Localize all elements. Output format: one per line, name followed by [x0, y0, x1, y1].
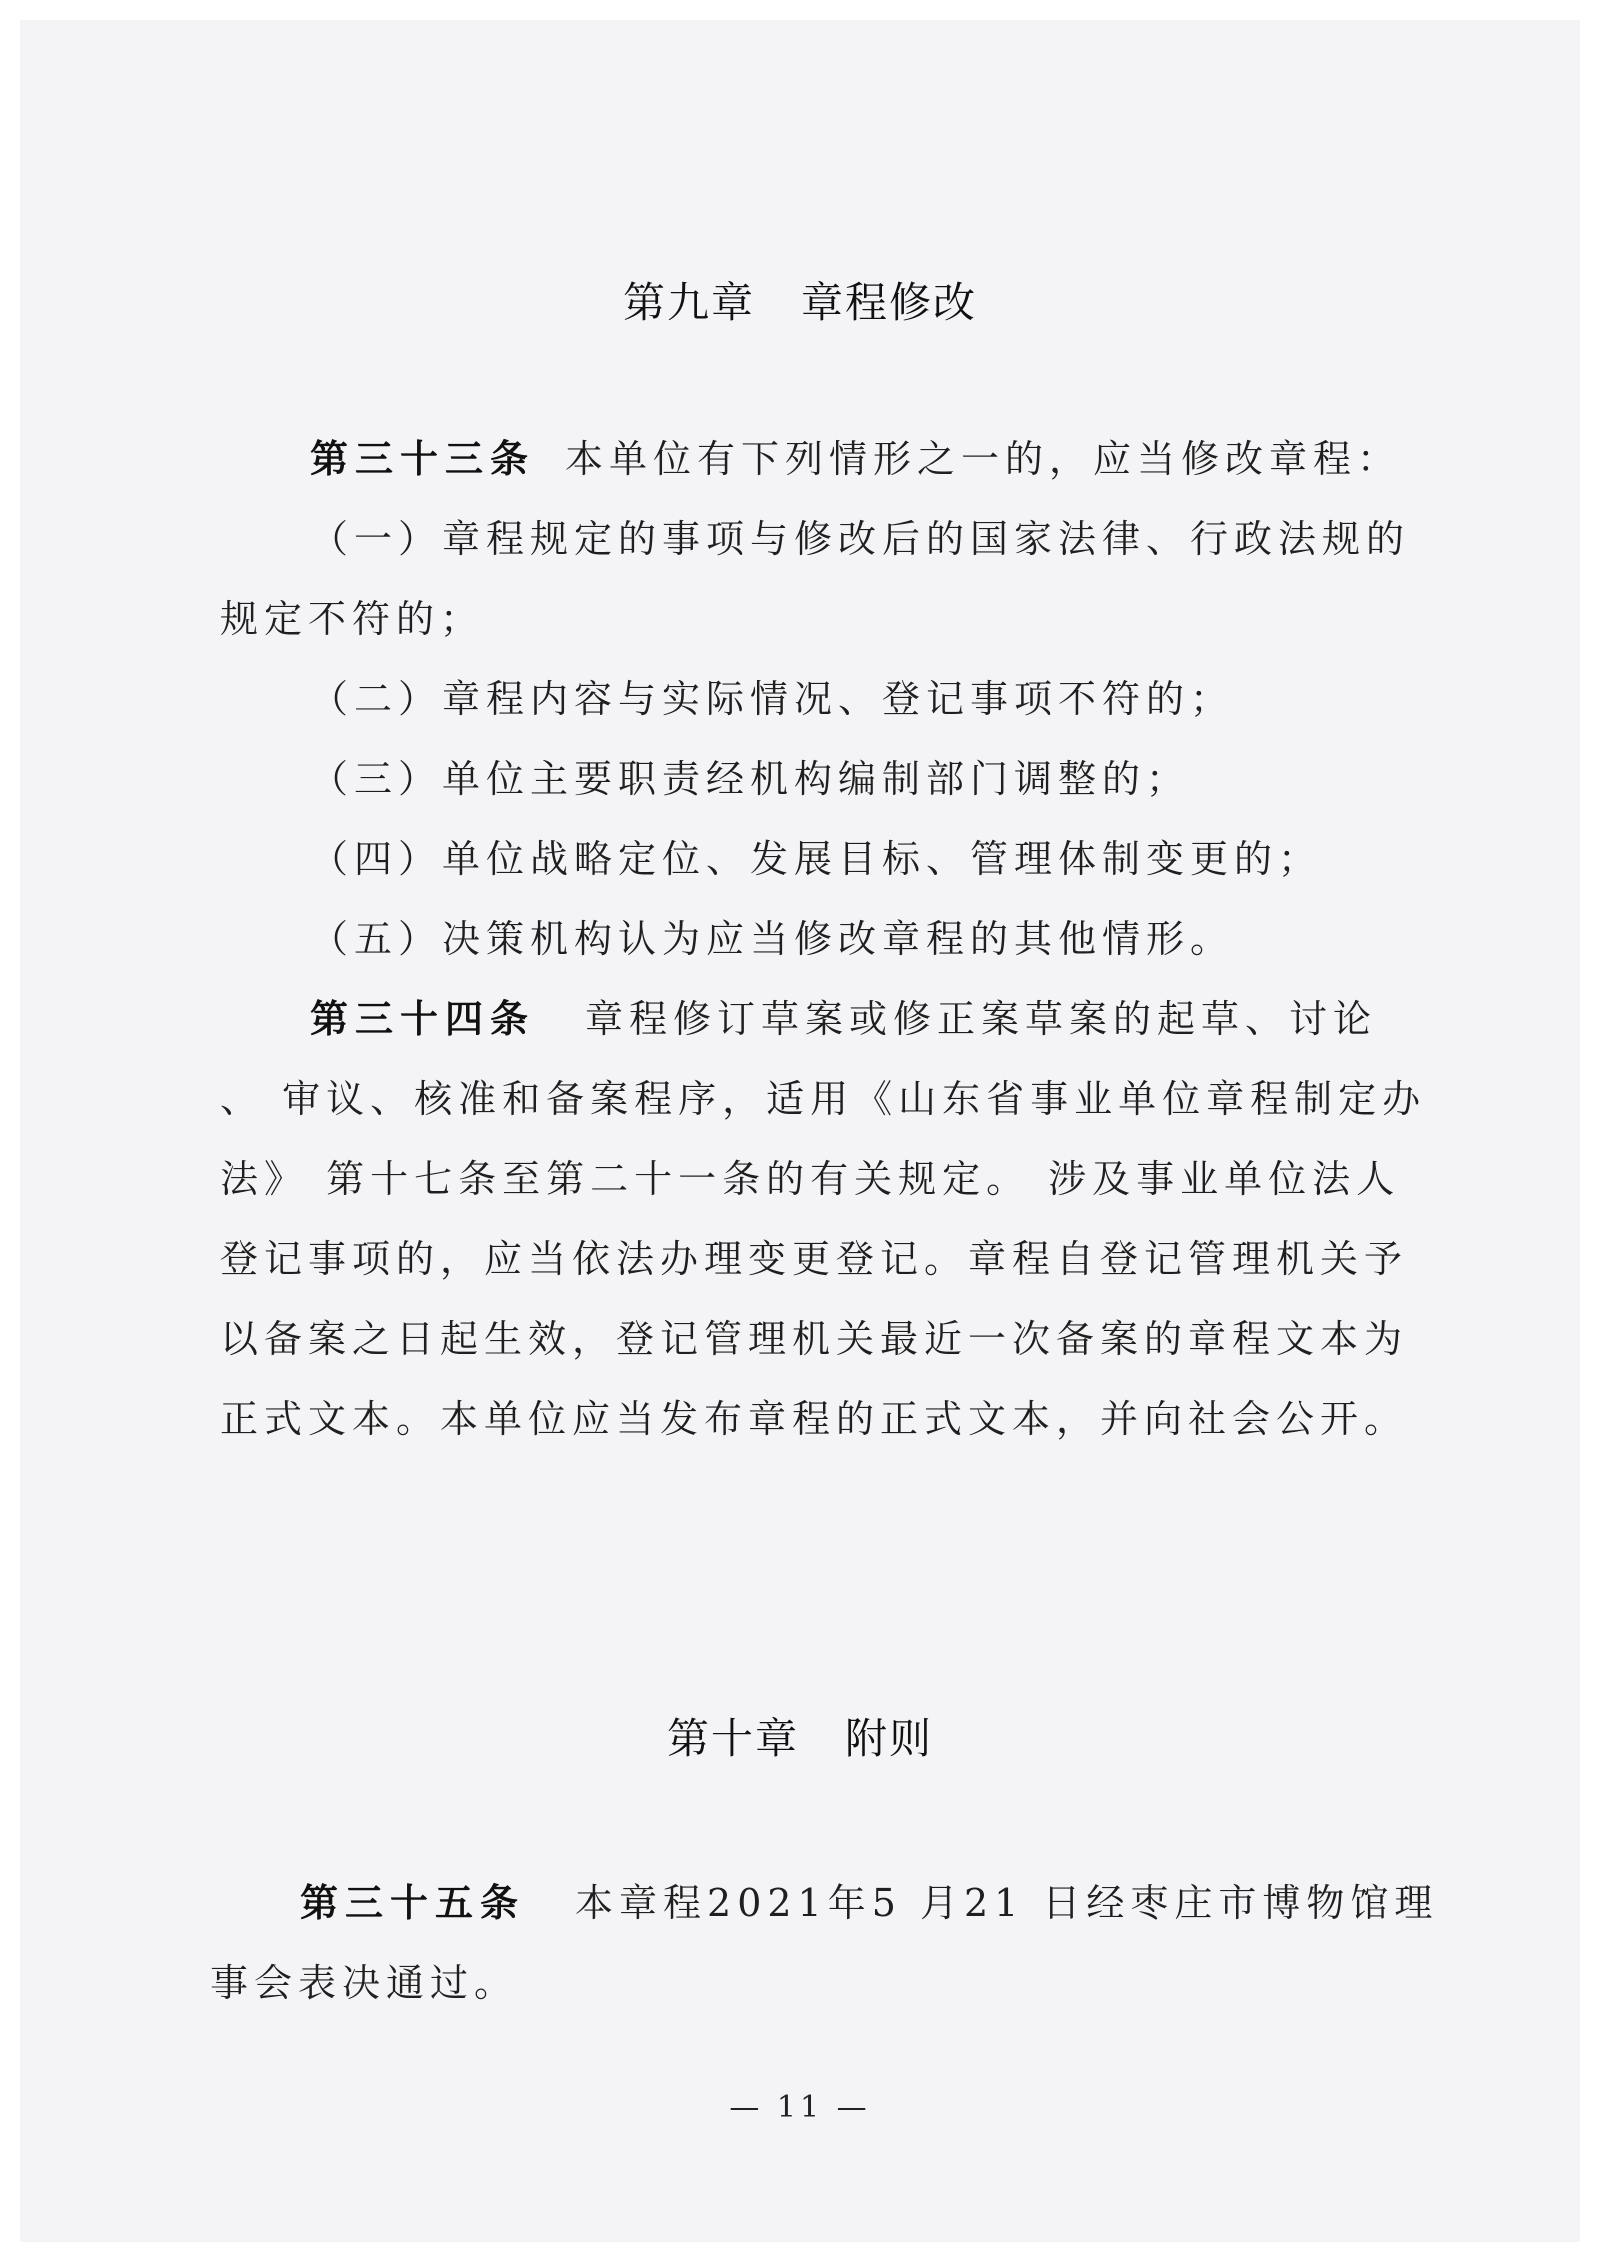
- chapter-10-number: 第十章: [666, 1714, 799, 1763]
- article-34-line-6: 正式文本。本单位应当发布章程的正式文本，并向社会公开。: [220, 1397, 1409, 1441]
- article-33-item-1: （一）章程规定的事项与修改后的国家法律、行政法规的: [310, 517, 1411, 561]
- article-33-item-1-cont: 规定不符的；: [220, 597, 485, 641]
- chapter-10-heading: [0, 1706, 1600, 1766]
- article-33-item-3: （三）单位主要职责经机构编制部门调整的；: [310, 757, 1191, 801]
- article-33-item-4: （四）单位战略定位、发展目标、管理体制变更的；: [310, 837, 1323, 881]
- article-35-label: 第三十五条: [300, 1881, 526, 1925]
- article-34-label: 第三十四条: [310, 997, 536, 1041]
- article-34-first: 章程修订草案或修正案草案的起草、讨论: [585, 997, 1378, 1041]
- article-35-first: 本章程2021年5 月21 日经枣庄市博物馆理: [575, 1881, 1439, 1925]
- article-33-label: 第三十三条: [310, 437, 536, 481]
- article-34-line: [310, 988, 1377, 1043]
- article-33-item-2: （二）章程内容与实际情况、登记事项不符的；: [310, 677, 1235, 721]
- article-33-item-5: （五）决策机构认为应当修改章程的其他情形。: [310, 917, 1235, 961]
- article-34-line-2: 、 审议、核准和备案程序，适用《山东省事业单位章程制定办: [220, 1077, 1427, 1121]
- article-33-text: 本单位有下列情形之一的，应当修改章程：: [565, 437, 1402, 481]
- chapter-9-number: 第九章: [622, 278, 755, 327]
- chapter-9-heading: [0, 270, 1600, 330]
- page-number: — 11 —: [729, 2090, 871, 2125]
- article-34-line-5: 以备案之日起生效，登记管理机关最近一次备案的章程文本为: [220, 1317, 1409, 1361]
- article-33-line: [310, 428, 1401, 483]
- article-35-line: [300, 1872, 1438, 1927]
- chapter-10-title: 附则: [845, 1714, 934, 1763]
- article-34-line-4: 登记事项的，应当依法办理变更登记。章程自登记管理机关予: [220, 1237, 1409, 1281]
- chapter-9-title: 章程修改: [801, 278, 978, 327]
- article-35-line-2: 事会表决通过。: [210, 1961, 519, 2005]
- article-34-line-3: 法》 第十七条至第二十一条的有关规定。 涉及事业单位法人: [220, 1157, 1401, 1201]
